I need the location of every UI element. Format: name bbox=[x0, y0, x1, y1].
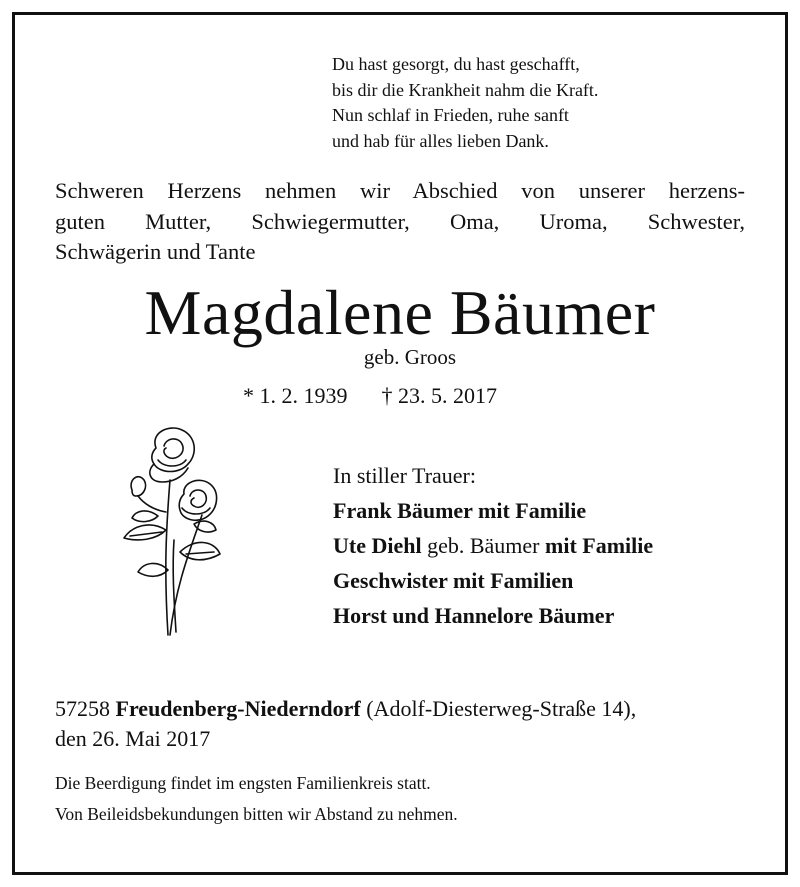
intro-line: Schwägerin und Tante bbox=[55, 239, 256, 264]
poem-line: und hab für alles lieben Dank. bbox=[332, 130, 549, 151]
mourner-line: Geschwister mit Familien bbox=[333, 568, 574, 593]
poem bbox=[332, 52, 598, 154]
address-line bbox=[55, 694, 755, 724]
intro-line: guten Mutter, Schwiegermutter, Oma, Uroma, Schwester, bbox=[55, 208, 745, 234]
mourners-heading: In stiller Trauer: bbox=[333, 463, 476, 488]
intro-text bbox=[55, 176, 745, 268]
street: (Adolf-Diesterweg-Straße 14), bbox=[366, 696, 637, 721]
funeral-notes bbox=[55, 768, 458, 830]
intro-line: Schweren Herzens nehmen wir Abschied von unserer herzens- bbox=[55, 178, 745, 203]
poem-line: bis dir die Krankheit nahm die Kraft. bbox=[332, 79, 599, 100]
rose-icon bbox=[110, 420, 230, 640]
mourner-line: Frank Bäumer mit Familie bbox=[333, 498, 587, 523]
mourner-line: Horst und Hannelore Bäumer bbox=[333, 603, 615, 628]
life-dates bbox=[243, 380, 497, 412]
poem-line: Nun schlaf in Frieden, ruhe sanft bbox=[332, 105, 569, 125]
poem-line: Du hast gesorgt, du hast geschafft, bbox=[332, 54, 580, 74]
mourners-list bbox=[333, 458, 653, 633]
postcode: 57258 bbox=[55, 696, 110, 721]
note-line: Die Beerdigung findet im engsten Familienkreis statt. bbox=[55, 773, 431, 793]
mourner-line: Ute Diehl geb. Bäumer mit Familie bbox=[333, 533, 654, 558]
birth-date: * 1. 2. 1939 bbox=[243, 383, 348, 408]
place-date: den 26. Mai 2017 bbox=[55, 726, 211, 751]
maiden-name: geb. Groos bbox=[363, 345, 457, 369]
town: Freudenberg-Niederndorf bbox=[115, 696, 361, 721]
deceased-name: Magdalene Bäumer bbox=[144, 277, 656, 348]
location-block bbox=[55, 694, 755, 754]
note-line: Von Beileidsbekundungen bitten wir Abstand zu nehmen. bbox=[55, 804, 458, 824]
death-date: † 23. 5. 2017 bbox=[381, 383, 497, 408]
